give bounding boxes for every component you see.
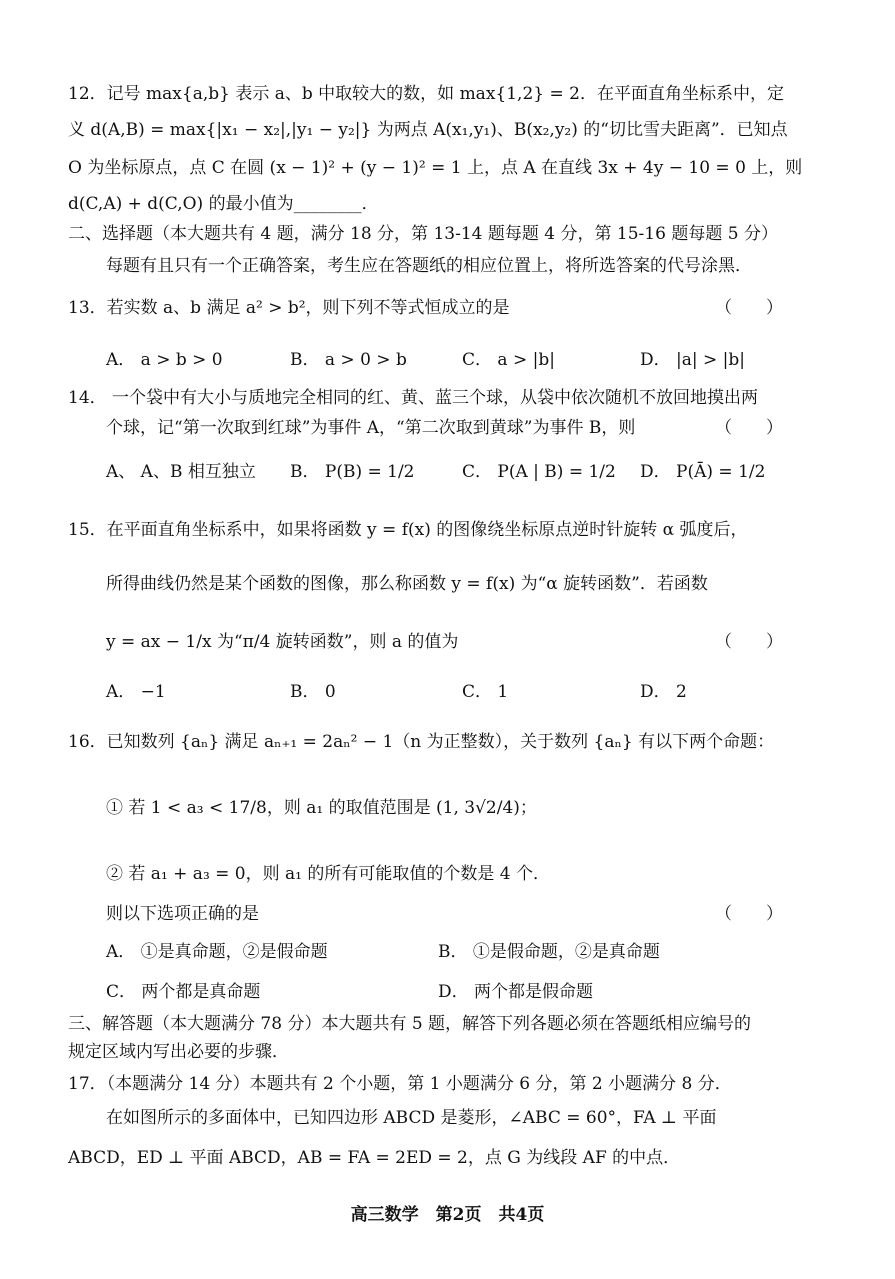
q16-option-a: A． ①是真命题，②是假命题 bbox=[106, 942, 328, 962]
q12-line-2: 义 d(A,B) = max{|x₁ − x₂|,|y₁ − y₂|} 为两点 A(x₁,y₁)、B(x₂,y₂) 的“切比雪夫距离”．已知点 bbox=[68, 120, 788, 140]
q12-line-1: 12．记号 max{a,b} 表示 a、b 中取较大的数，如 max{1,2} = 2．在平面直角坐标系中，定 bbox=[68, 84, 784, 104]
q13-option-c: C． a > |b| bbox=[462, 350, 555, 370]
q15-option-a: A． −1 bbox=[106, 682, 166, 702]
q14-option-b: B． P(B) = 1/2 bbox=[290, 462, 415, 482]
q16-proposition-2: ② 若 a₁ + a₃ = 0，则 a₁ 的所有可能取值的个数是 4 个． bbox=[106, 864, 551, 884]
q15-line-1: 15．在平面直角坐标系中，如果将函数 y = f(x) 的图像绕坐标原点逆时针旋转 α 弧度后， bbox=[68, 520, 748, 540]
q16-option-b: B． ①是假命题，②是真命题 bbox=[438, 942, 660, 962]
q16-option-c: C． 两个都是真命题 bbox=[106, 982, 261, 1002]
section3-line-2: 规定区域内写出必要的步骤． bbox=[68, 1042, 289, 1062]
q17-line-3: ABCD，ED ⊥ 平面 ABCD，AB = FA = 2ED = 2，点 G 为线段 AF 的中点． bbox=[68, 1148, 681, 1168]
q15-line-3: y = ax − 1/x 为“π/4 旋转函数”，则 a 的值为 bbox=[106, 632, 459, 652]
section3-line-1: 三、解答题（本大题满分 78 分）本大题共有 5 题，解答下列各题必须在答题纸相应编号的 bbox=[68, 1014, 752, 1034]
q14-answer-paren: （ ） bbox=[715, 418, 783, 438]
q13-answer-paren: （ ） bbox=[715, 298, 783, 318]
q15-answer-paren: （ ） bbox=[715, 632, 783, 652]
q14-line-2: 个球，记“第一次取到红球”为事件 A，“第二次取到黄球”为事件 B，则 bbox=[106, 418, 636, 438]
q15-line-2: 所得曲线仍然是某个函数的图像，那么称函数 y = f(x) 为“α 旋转函数”．若函数 bbox=[106, 574, 708, 594]
q14-option-d: D． P(Ā) = 1/2 bbox=[640, 462, 766, 482]
q14-option-c: C． P(A | B) = 1/2 bbox=[462, 462, 616, 482]
q13-option-b: B． a > 0 > b bbox=[290, 350, 407, 370]
q17-line-2: 在如图所示的多面体中，已知四边形 ABCD 是菱形，∠ABC = 60°，FA ⊥ 平面 bbox=[106, 1108, 717, 1128]
q16-stem: 16．已知数列 {aₙ} 满足 aₙ₊₁ = 2aₙ² − 1（n 为正整数），关于数列 {aₙ} 有以下两个命题： bbox=[68, 732, 775, 752]
q16-option-d: D． 两个都是假命题 bbox=[438, 982, 594, 1002]
q17-line-1: 17．（本题满分 14 分）本题共有 2 个小题，第 1 小题满分 6 分，第 2 小题满分 8 分． bbox=[68, 1074, 732, 1094]
section2-instruction: 每题有且只有一个正确答案，考生应在答题纸的相应位置上，将所选答案的代号涂黑． bbox=[106, 256, 752, 276]
section2-heading: 二、选择题（本大题共有 4 题，满分 18 分，第 13-14 题每题 4 分，第 15-16 题每题 5 分） bbox=[68, 224, 778, 244]
q14-option-a: A、 A、B 相互独立 bbox=[106, 462, 256, 482]
q14-line-1: 14． 一个袋中有大小与质地完全相同的红、黄、蓝三个球，从袋中依次随机不放回地摸出两 bbox=[68, 388, 759, 408]
page-footer: 高三数学 第2页 共4页 bbox=[350, 1205, 545, 1225]
q12-line-4: d(C,A) + d(C,O) 的最小值为________． bbox=[68, 194, 379, 214]
q13-stem: 13．若实数 a、b 满足 a² > b²，则下列不等式恒成立的是 bbox=[68, 298, 510, 318]
q15-option-b: B． 0 bbox=[290, 682, 336, 702]
q15-option-c: C． 1 bbox=[462, 682, 509, 702]
q13-option-d: D． |a| > |b| bbox=[640, 350, 746, 370]
q16-answer-paren: （ ） bbox=[715, 904, 783, 924]
q13-option-a: A． a > b > 0 bbox=[106, 350, 223, 370]
q12-line-3: O 为坐标原点，点 C 在圆 (x − 1)² + (y − 1)² = 1 上，点 A 在直线 3x + 4y − 10 = 0 上，则 bbox=[68, 158, 803, 178]
q16-proposition-1: ① 若 1 < a₃ < 17/8，则 a₁ 的取值范围是 (1, 3√2/4)； bbox=[106, 798, 537, 818]
q15-option-d: D． 2 bbox=[640, 682, 687, 702]
q16-ask: 则以下选项正确的是 bbox=[106, 904, 259, 924]
